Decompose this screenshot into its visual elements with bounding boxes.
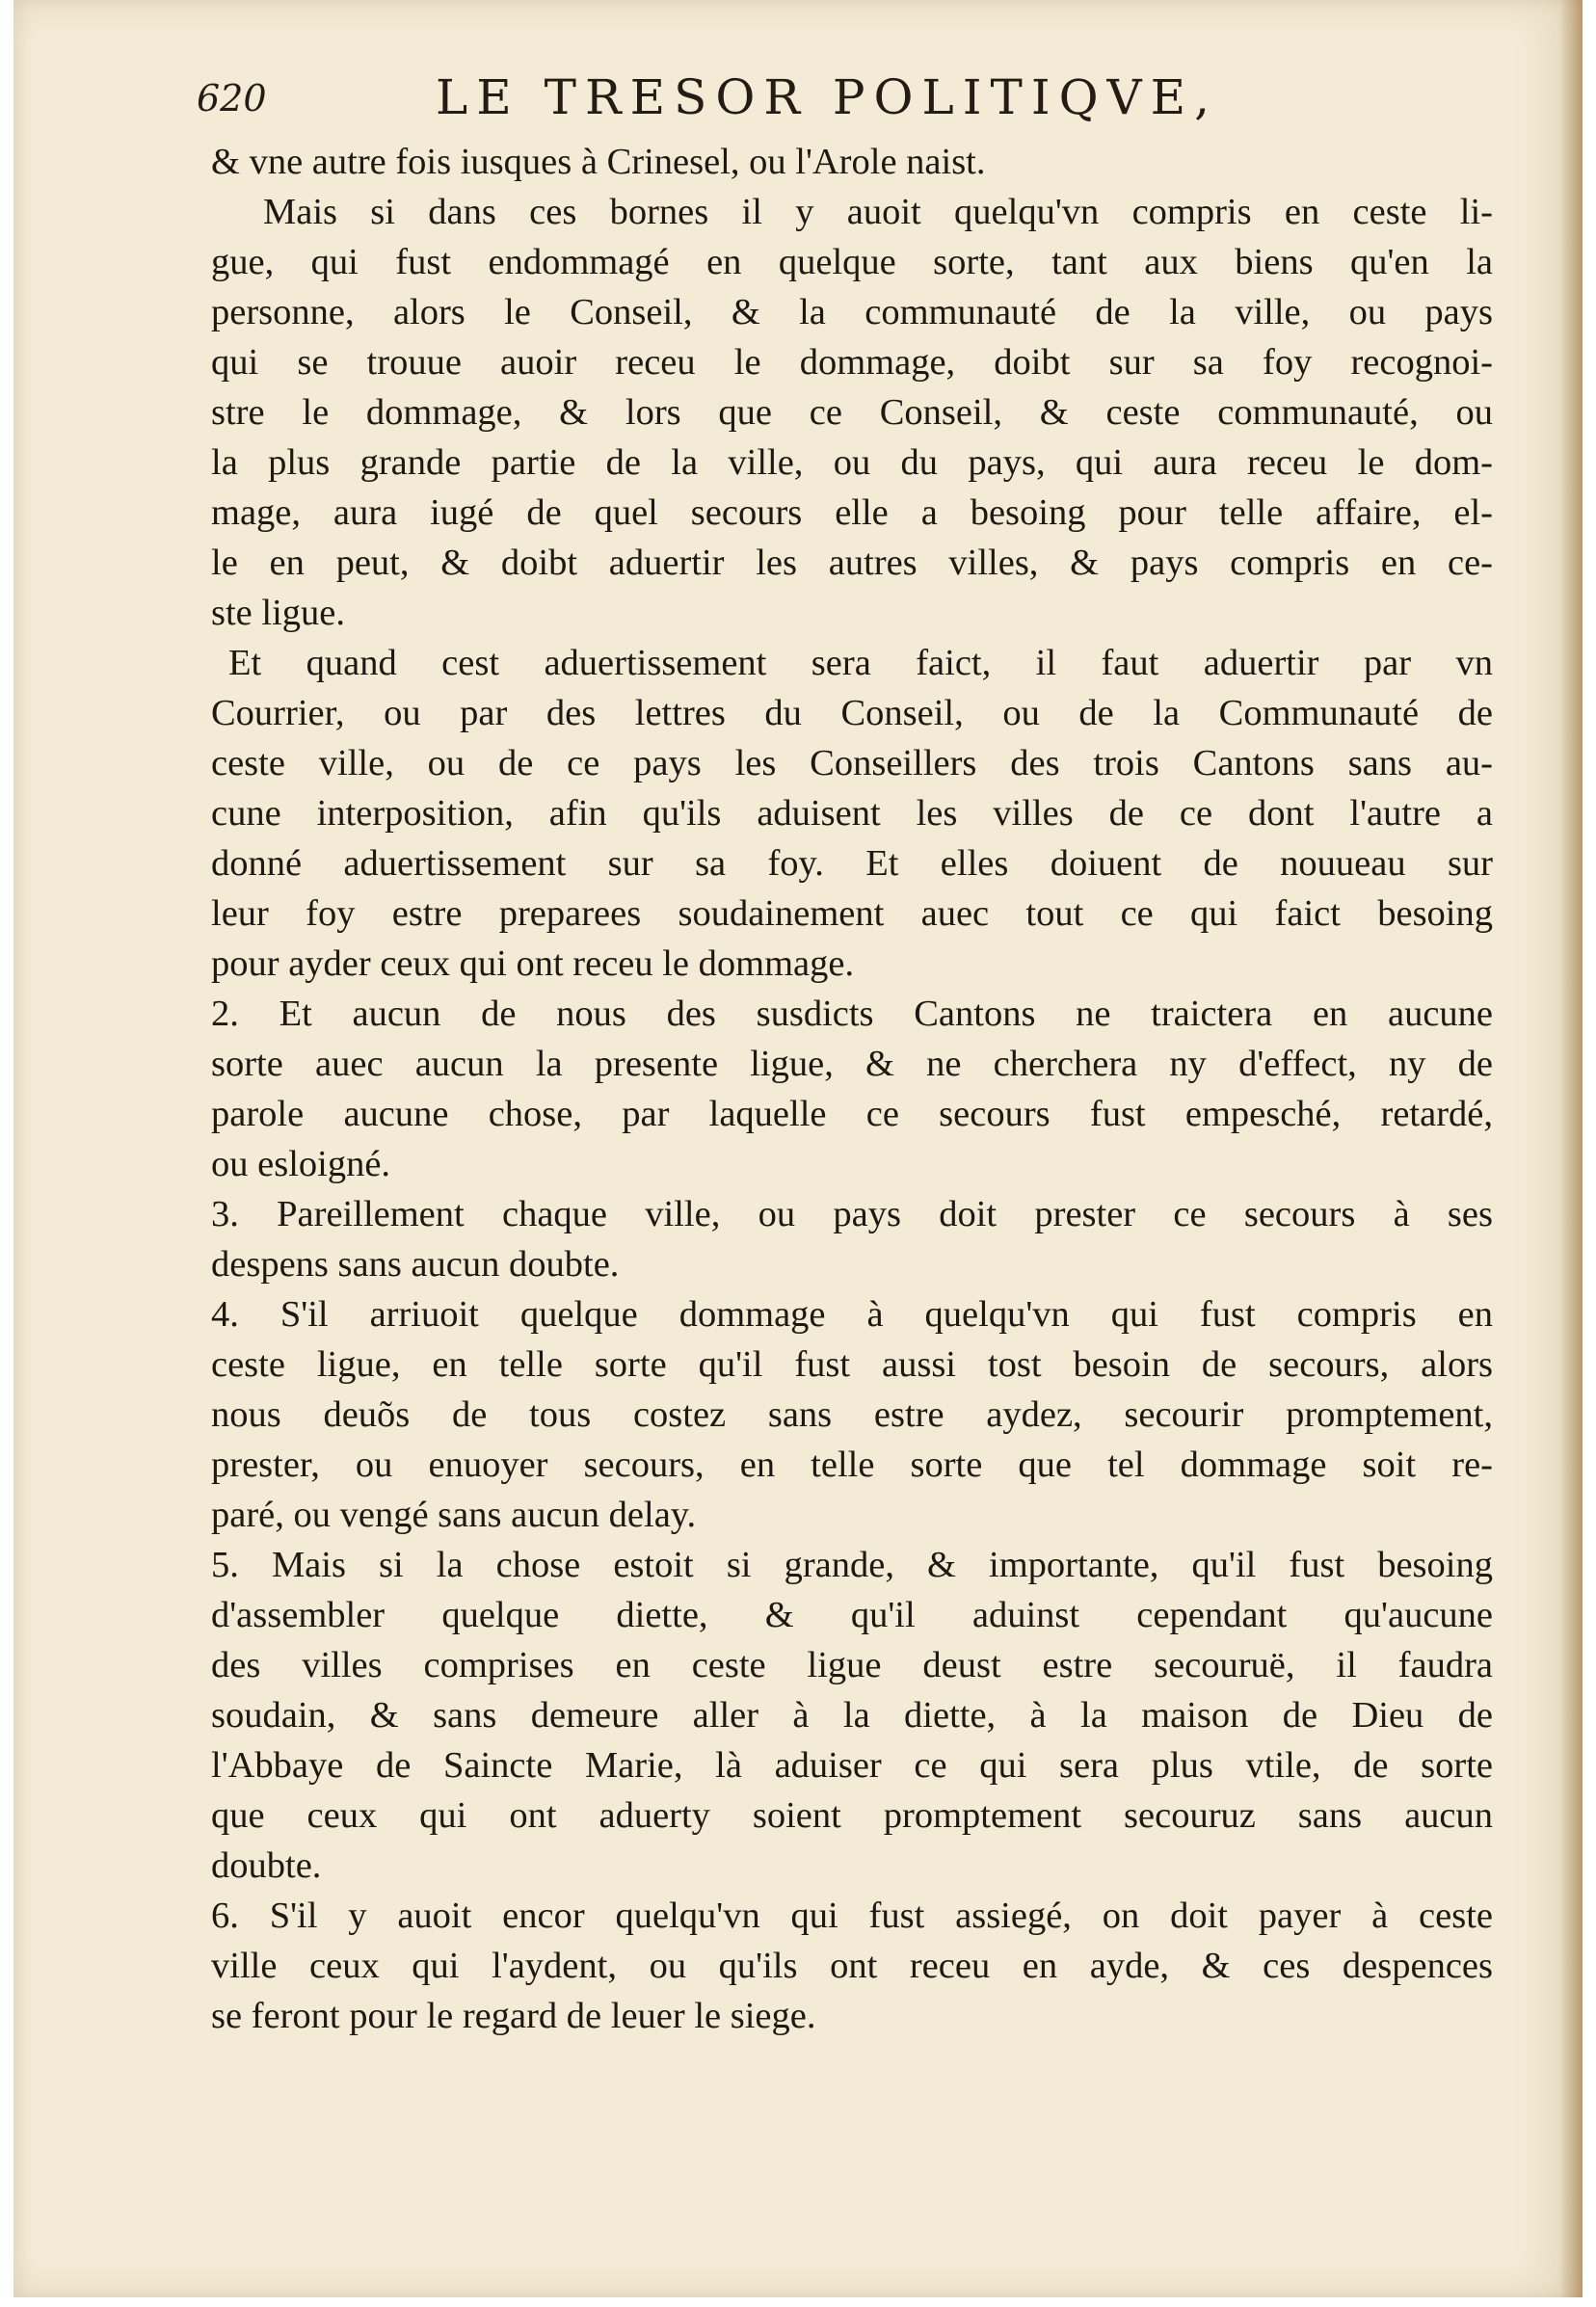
- text-line: qui se trouue auoir receu le dommage, doibt sur sa foy recognoi-: [211, 342, 1493, 383]
- text-line: des villes comprises en ceste ligue deust estre secouruë, il faudra: [211, 1645, 1493, 1685]
- text-line: 5. Mais si la chose estoit si grande, & importante, qu'il fust besoing: [211, 1545, 1493, 1585]
- text-line: stre le dommage, & lors que ce Conseil, & ceste communauté, ou: [211, 392, 1493, 433]
- text-line: ste ligue.: [211, 593, 345, 633]
- text-line: pour ayder ceux qui ont receu le dommage.: [211, 943, 855, 984]
- text-line: donné aduertissement sur sa foy. Et elles doiuent de nouueau sur: [211, 843, 1493, 884]
- text-line: nous deuõs de tous costez sans estre aydez, secourir promptement,: [211, 1394, 1493, 1435]
- text-line: sorte auec aucun la presente ligue, & ne cherchera ny d'effect, ny de: [211, 1044, 1493, 1084]
- page-header: [197, 64, 1392, 131]
- text-line: le en peut, & doibt aduertir les autres villes, & pays compris en ce-: [211, 543, 1493, 583]
- text-line: leur foy estre preparees soudainement auec tout ce qui faict besoing: [211, 893, 1493, 934]
- text-line: mage, aura iugé de quel secours elle a besoing pour telle affaire, el-: [211, 492, 1493, 533]
- text-line: Mais si dans ces bornes il y auoit quelqu'vn compris en ceste li-: [263, 192, 1493, 232]
- text-line: ville ceux qui l'aydent, ou qu'ils ont receu en ayde, & ces despences: [211, 1946, 1493, 1986]
- text-line: gue, qui fust endommagé en quelque sorte, tant aux biens qu'en la: [211, 242, 1493, 282]
- body-text: [211, 137, 1493, 2041]
- text-line: d'assembler quelque diette, & qu'il aduinst cependant qu'aucune: [211, 1595, 1493, 1635]
- text-line: despens sans aucun doubte.: [211, 1244, 620, 1285]
- text-line: ceste ligue, en telle sorte qu'il fust aussi tost besoin de secours, alors: [211, 1344, 1493, 1385]
- text-line: 6. S'il y auoit encor quelqu'vn qui fust assiegé, on doit payer à ceste: [211, 1896, 1493, 1936]
- text-line: l'Abbaye de Saincte Marie, là aduiser ce qui sera plus vtile, de sorte: [211, 1745, 1493, 1786]
- text-line: personne, alors le Conseil, & la communauté de la ville, ou pays: [211, 292, 1493, 332]
- text-line: cune interposition, afin qu'ils aduisent les villes de ce dont l'autre a: [211, 793, 1493, 834]
- text-line: 4. S'il arriuoit quelque dommage à quelqu'vn qui fust compris en: [211, 1294, 1493, 1335]
- text-line: que ceux qui ont aduerty soient promptement secouruz sans aucun: [211, 1795, 1493, 1836]
- text-line: ou esloigné.: [211, 1144, 391, 1184]
- text-line: ceste ville, ou de ce pays les Conseillers des trois Cantons sans au-: [211, 743, 1493, 783]
- text-line: Courrier, ou par des lettres du Conseil, ou de la Communauté de: [211, 693, 1493, 733]
- text-line: la plus grande partie de la ville, ou du pays, qui aura receu le dom-: [211, 442, 1493, 483]
- text-line: doubte.: [211, 1845, 322, 1886]
- text-line: prester, ou enuoyer secours, en telle sorte que tel dommage soit re-: [211, 1445, 1493, 1485]
- book-page: [13, 0, 1583, 2297]
- text-line: & vne autre fois iusques à Crinesel, ou l'Arole naist.: [211, 142, 986, 182]
- page-number: 620: [197, 77, 267, 119]
- text-line: soudain, & sans demeure aller à la diette, à la maison de Dieu de: [211, 1695, 1493, 1736]
- text-line: parole aucune chose, par laquelle ce secours fust empesché, retardé,: [211, 1094, 1493, 1134]
- text-line: se feront pour le regard de leuer le siege.: [211, 1996, 816, 2036]
- page-gutter-shadow: [1559, 0, 1583, 2297]
- text-line: 3. Pareillement chaque ville, ou pays doit prester ce secours à ses: [211, 1194, 1493, 1234]
- text-line: 2. Et aucun de nous des susdicts Cantons ne traictera en aucune: [211, 994, 1493, 1034]
- text-line: paré, ou vengé sans aucun delay.: [211, 1495, 697, 1535]
- running-title: LE TRESOR POLITIQVE,: [436, 69, 1219, 125]
- text-line: Et quand cest aduertissement sera faict, il faut aduertir par vn: [228, 643, 1493, 683]
